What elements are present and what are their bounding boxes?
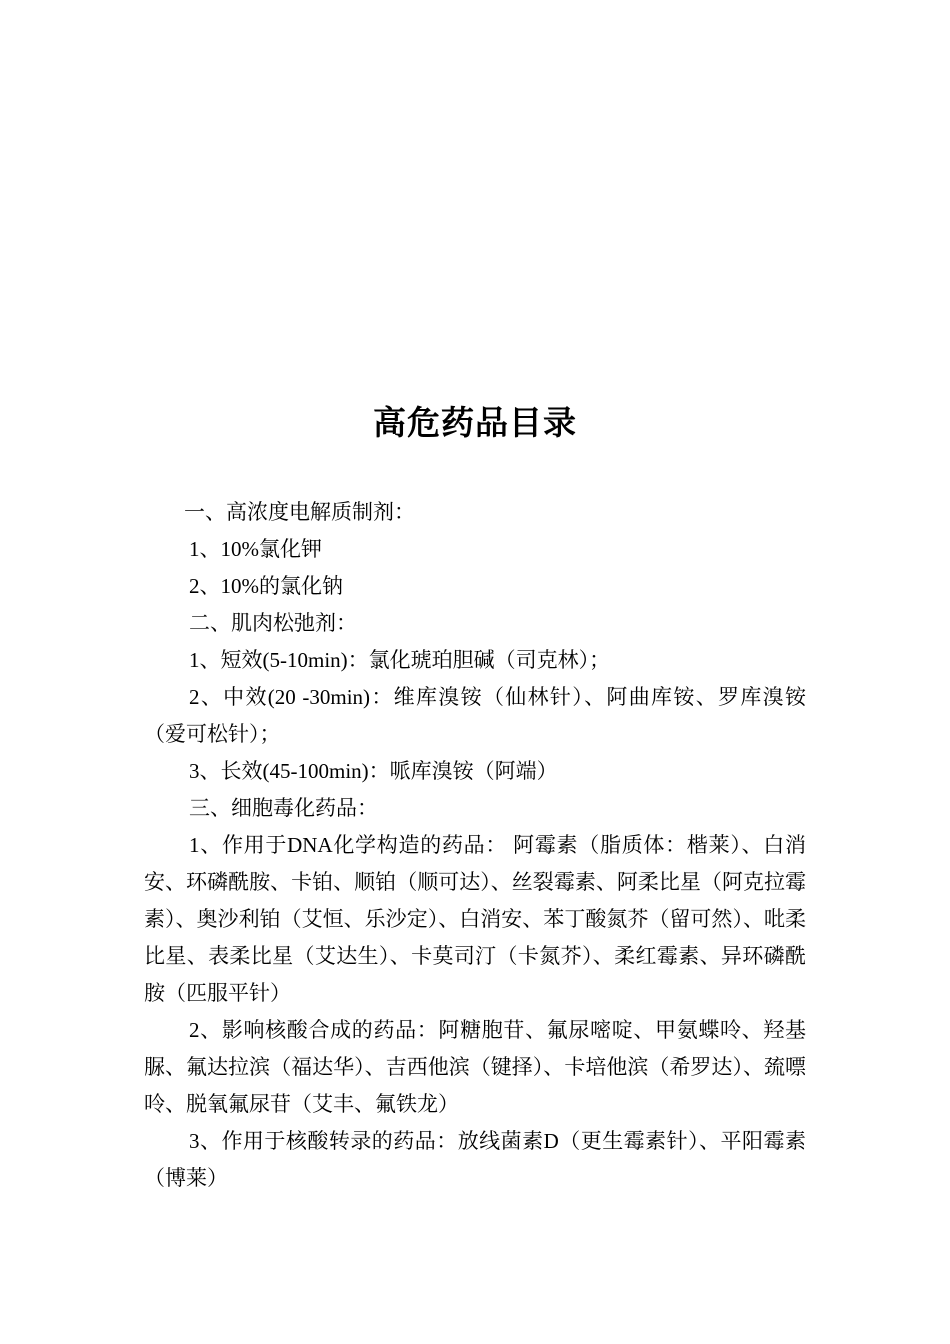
section-heading-cytotoxic-drugs: 三、细胞毒化药品： xyxy=(189,796,378,820)
section-heading-electrolytes: 一、高浓度电解质制剂： xyxy=(184,500,415,524)
section-heading-muscle-relaxants: 二、肌肉松弛剂： xyxy=(189,611,357,635)
page-title: 高危药品目录 xyxy=(373,403,577,442)
list-item: 1、作用于DNA化学构造的药品： 阿霉素（脂质体：楷莱）、白消安、环磷酰胺、卡铂、顺铂（顺可达）、丝裂霉素、阿柔比星（阿克拉霉素）、奥沙利铂（艾恒、乐沙定）、白消安、苯丁酸氮芥（留可然）、吡柔比星、表柔比星（艾达生）、卡莫司汀（卡氮芥）、柔红霉素、异环磷酰胺（匹服平针） xyxy=(144,833,806,1005)
list-item: 2、中效(20 -30min)：维库溴铵（仙林针）、阿曲库铵、罗库溴铵（爱可松针）； xyxy=(144,685,806,746)
list-item: 1、10%氯化钾 xyxy=(189,537,322,561)
list-item: 2、影响核酸合成的药品：阿糖胞苷、氟尿嘧啶、甲氨蝶呤、羟基脲、氟达拉滨（福达华）、吉西他滨（键择）、卡培他滨（希罗达）、巯嘌呤、脱氧氟尿苷（艾丰、氟铁龙） xyxy=(144,1018,806,1116)
document-body xyxy=(144,494,806,1197)
list-item: 3、作用于核酸转录的药品：放线菌素D（更生霉素针）、平阳霉素（博莱） xyxy=(144,1129,806,1190)
list-item: 2、10%的氯化钠 xyxy=(189,574,343,598)
list-item: 3、长效(45-100min)：哌库溴铵（阿端） xyxy=(189,759,558,783)
list-item: 1、短效(5-10min)：氯化琥珀胆碱（司克林）； xyxy=(189,648,611,672)
